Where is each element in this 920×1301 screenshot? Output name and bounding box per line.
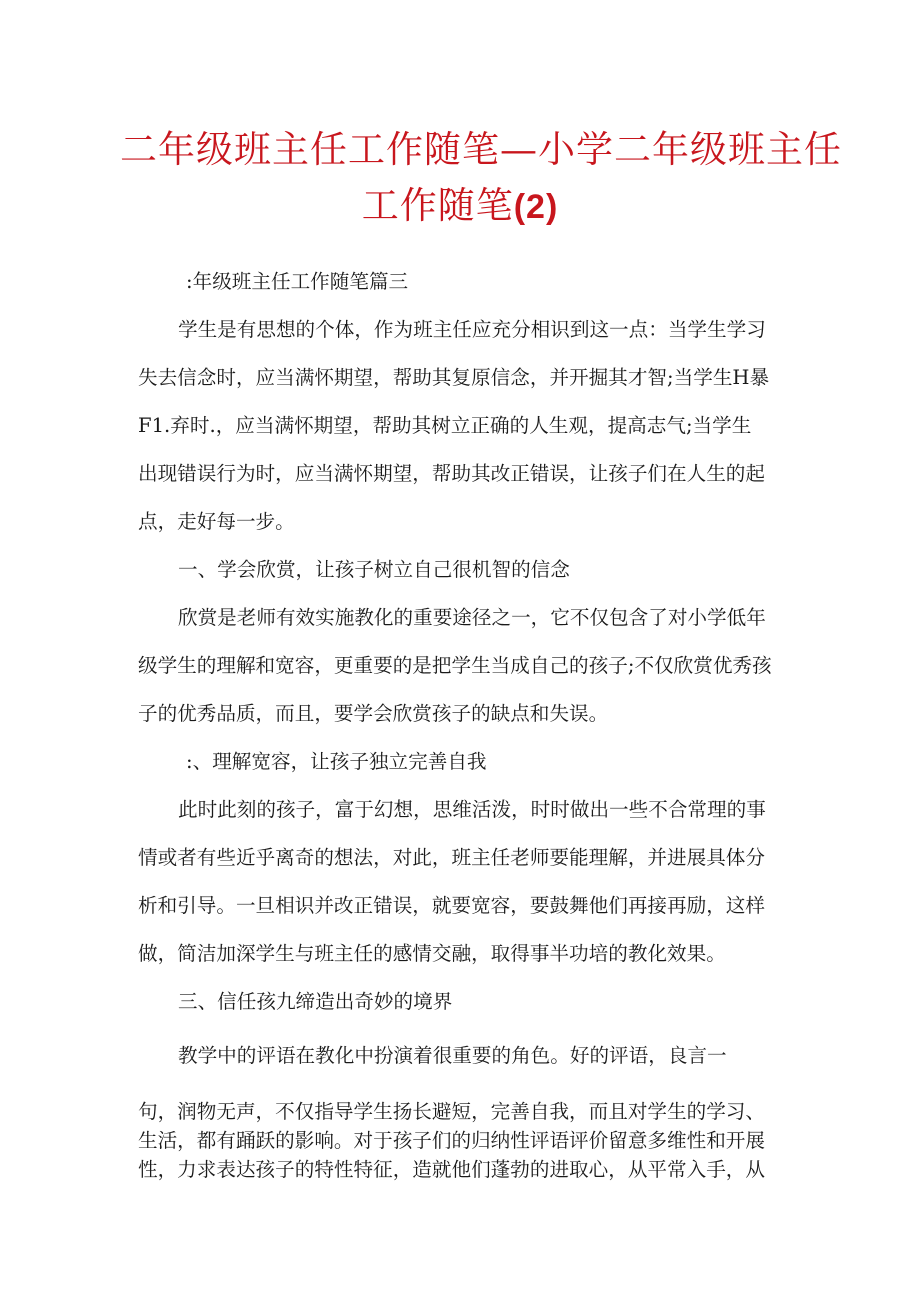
heading-3-text: 三、信任孩九缔造出奇妙的境界 (178, 990, 453, 1013)
text-line: 生活，都有踊跃的影响。对于孩子们的归纳性评语评价留意多维性和开展 (138, 1129, 765, 1152)
text-line: 教学中的评语在教化中扮演着很重要的角色。好的评语，良言一 (178, 1044, 727, 1067)
section-heading-text: :年级班主任工作随笔篇三 (186, 270, 409, 293)
heading-2-text: :、理解宽容，让孩子独立完善自我 (186, 750, 487, 773)
document-title (120, 122, 842, 235)
paragraph-1 (138, 594, 788, 738)
paragraph-3-first-line (178, 1032, 828, 1080)
text-line: F1.弃时.，应当满怀期望，帮助其树立正确的人生观，提高志气;当学生 (138, 414, 752, 437)
paragraph-2 (138, 786, 788, 978)
text-line: 句，润物无声，不仅指导学生扬长避短，完善自我，而且对学生的学习、 (138, 1100, 765, 1123)
text-line: 此时此刻的孩子，富于幻想，思维活泼，时时做出一些不合常理的事 (178, 798, 766, 821)
text-line: 点，走好每一步。 (138, 510, 295, 533)
heading-3 (178, 978, 828, 1026)
text-line: 级学生的理解和宽容，更重要的是把学生当成自己的孩子;不仅欣赏优秀孩 (138, 654, 772, 677)
title-line-1: 二年级班主任工作随笔—小学二年级班主任 (120, 128, 842, 171)
text-line: 学生是有思想的个体，作为班主任应充分相识到这一点：当学生学习 (178, 318, 766, 341)
heading-1 (178, 546, 828, 594)
text-line: 失去信念时，应当满怀期望，帮助其复原信念，并开掘其才智;当学生H暴 (138, 366, 770, 389)
intro-paragraph (138, 306, 788, 546)
section-heading (186, 258, 836, 306)
text-line: 子的优秀品质，而且，要学会欣赏孩子的缺点和失误。 (138, 702, 609, 725)
heading-1-text: 一、学会欣赏，让孩子树立自己很机智的信念 (178, 558, 570, 581)
text-line: 情或者有些近乎离奇的想法，对此，班主任老师要能理解，并进展具体分 (138, 846, 765, 869)
text-line: 出现错误行为时，应当满怀期望，帮助其改正错误，让孩子们在人生的起 (138, 462, 765, 485)
text-line: 做，简洁加深学生与班主任的感情交融，取得事半功培的教化效果。 (138, 942, 726, 965)
title-line-2-number: (2) (513, 188, 559, 226)
title-line-2 (120, 178, 800, 235)
heading-2 (186, 738, 836, 786)
text-line: 欣赏是老师有效实施教化的重要途径之一，它不仅包含了对小学低年 (178, 606, 766, 629)
paragraph-3 (138, 1097, 788, 1184)
text-line: 性，力求表达孩子的特性特征，造就他们蓬勃的进取心，从平常入手，从 (138, 1158, 765, 1181)
title-line-2-text: 工作随笔 (361, 184, 514, 227)
text-line: 析和引导。一旦相识并改正错误，就要宽容，要鼓舞他们再接再励，这样 (138, 894, 765, 917)
